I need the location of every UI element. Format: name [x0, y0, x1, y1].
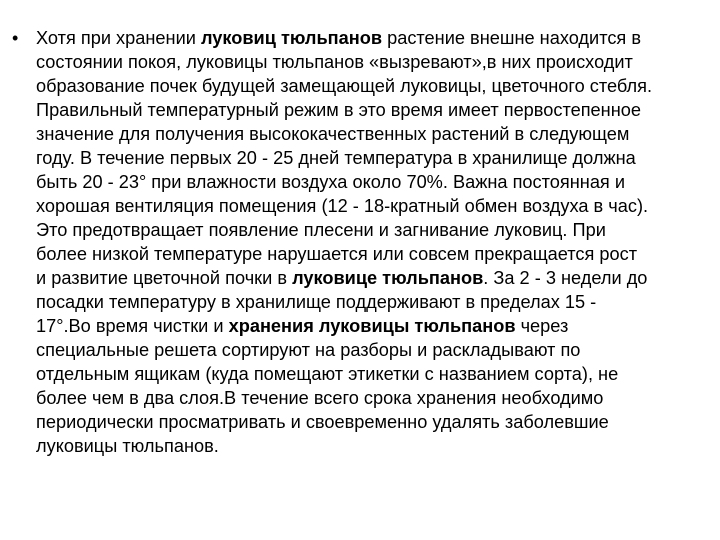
line-text: образование почек будущей замещающей луковицы, цветочного стебля. [36, 76, 653, 96]
line-text: значение для получения высококачественных растений в следующем [36, 124, 630, 144]
line-text: посадки температуру в хранилище поддерживают в пределах 15 - [36, 292, 597, 312]
text-line-18 [36, 434, 716, 458]
line-text: через [515, 316, 569, 336]
text-line-8 [36, 194, 716, 218]
bold-phrase: луковице тюльпанов [292, 268, 484, 288]
text-line-2 [36, 50, 716, 74]
line-text: Правильный температурный режим в это время имеет первостепенное [36, 100, 641, 120]
text-line-12 [36, 290, 716, 314]
text-line-5 [36, 122, 716, 146]
line-text: Это предотвращает появление плесени и загнивание луковиц. При [36, 220, 606, 240]
line-text: луковицы тюльпанов. [36, 436, 219, 456]
line-text: растение внешне находится в [382, 28, 641, 48]
line-text: отдельным ящикам (куда помещают этикетки с названием сорта), не [36, 364, 619, 384]
line-text: и развитие цветочной почки в [36, 268, 293, 288]
line-text: более чем в два слоя.В течение всего срока хранения необходимо [36, 388, 604, 408]
text-line-7 [36, 170, 716, 194]
text-line-13 [36, 314, 716, 338]
line-text: году. В течение первых 20 - 25 дней температура в хранилище должна [36, 148, 636, 168]
bullet-marker: • [12, 28, 19, 48]
line-text: состоянии покоя, луковицы тюльпанов «вызревают»,в них происходит [36, 52, 633, 72]
text-line-14 [36, 338, 716, 362]
line-text: специальные решета сортируют на разборы и раскладывают по [36, 340, 581, 360]
bold-phrase: луковиц тюльпанов [200, 28, 383, 48]
text-line-11 [36, 266, 716, 290]
text-line-10 [36, 242, 716, 266]
text-line-4 [36, 98, 716, 122]
line-text: хорошая вентиляция помещения (12 - 18-кратный обмен воздуха в час). [36, 196, 649, 216]
text-line-16 [36, 386, 716, 410]
text-line-15 [36, 362, 716, 386]
line-text: более низкой температуре нарушается или совсем прекращается рост [36, 244, 638, 264]
line-text: Хотя при хранении [36, 28, 201, 48]
line-text: быть 20 - 23° при влажности воздуха около 70%. Важна постоянная и [36, 172, 625, 192]
text-line-3 [36, 74, 716, 98]
text-line-1 [36, 26, 716, 50]
bold-phrase: хранения луковицы тюльпанов [228, 316, 516, 336]
text-line-17 [36, 410, 716, 434]
text-line-9 [36, 218, 716, 242]
line-text: 17°.Во время чистки и [36, 316, 229, 336]
line-text: периодически просматривать и своевременно удалять заболевшие [36, 412, 609, 432]
text-line-6 [36, 146, 716, 170]
line-text: . За 2 - 3 недели до [483, 268, 648, 288]
